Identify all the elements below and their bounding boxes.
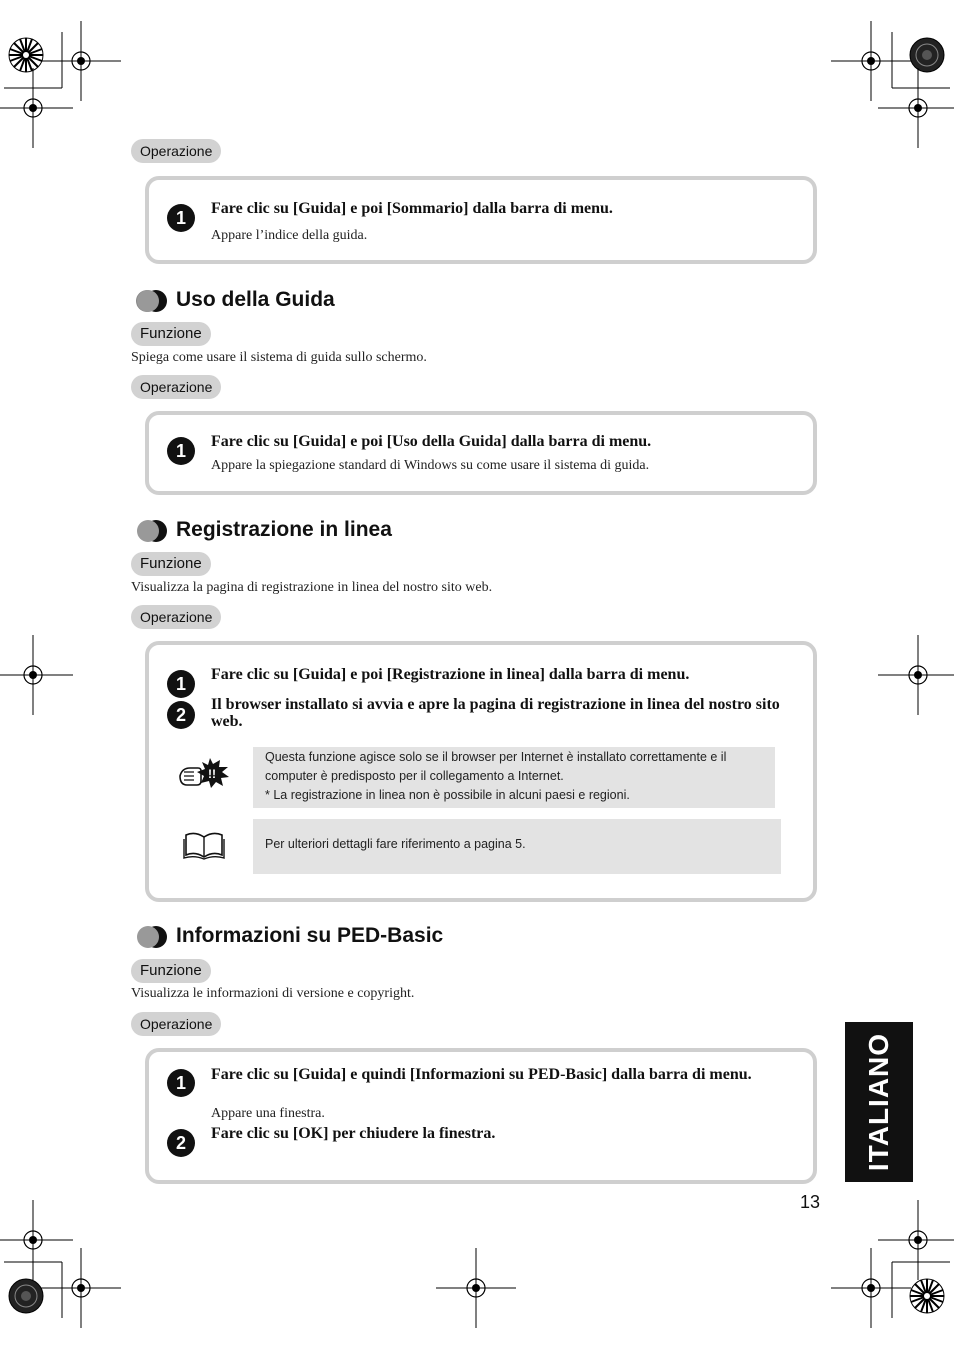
operazione-tag: Operazione	[131, 605, 221, 629]
operazione-tag: Operazione	[131, 1012, 221, 1036]
step-text: Il browser installato si avvia e apre la pagina di registrazione in linea del nostro sito web.	[211, 696, 780, 730]
section-description: Visualizza le informazioni di versione e copyright.	[131, 986, 415, 1001]
section-description: Visualizza la pagina di registrazione in linea del nostro sito web.	[131, 580, 493, 595]
section-title: Uso della Guida	[176, 288, 335, 311]
reference-text: Per ulteriori dettagli fare riferimento a pagina 5.	[265, 837, 526, 851]
step-text: Fare clic su [Guida] e poi [Uso della Guida] dalla barra di menu.	[211, 433, 652, 450]
step-number: 1	[167, 204, 195, 232]
funzione-tag: Funzione	[131, 322, 211, 346]
book-icon	[183, 829, 225, 861]
step-text: Fare clic su [Guida] e poi [Sommario] dalla barra di menu.	[211, 200, 613, 217]
operazione-tag: Operazione	[131, 375, 221, 399]
section-bullet-icon	[136, 290, 168, 312]
section-title: Registrazione in linea	[176, 518, 392, 541]
section-bullet-icon	[136, 520, 168, 542]
step-subtext: Appare una finestra.	[211, 1106, 325, 1121]
section-bullet-icon	[136, 926, 168, 948]
note-line: * La registrazione in linea non è possibile in alcuni paesi e regioni.	[265, 788, 630, 802]
step-number: 1	[167, 437, 195, 465]
step-text: Fare clic su [OK] per chiudere la finestra.	[211, 1125, 496, 1142]
operazione-tag: Operazione	[131, 139, 221, 163]
svg-text:!!: !!	[208, 767, 216, 781]
funzione-tag: Funzione	[131, 552, 211, 576]
note-line: computer è predisposto per il collegamento a Internet.	[265, 769, 564, 783]
step-number: 1	[167, 670, 195, 698]
step-subtext: Appare la spiegazione standard di Windows su come usare il sistema di guida.	[211, 458, 650, 473]
step-subtext: Appare l’indice della guida.	[211, 228, 368, 243]
note-line: Questa funzione agisce solo se il browser per Internet è installato correttamente e il	[265, 750, 727, 764]
page-number: 13	[800, 1192, 821, 1212]
step-number: 2	[167, 701, 195, 729]
warning-hand-icon	[176, 756, 232, 790]
operation-box	[145, 411, 817, 495]
step-number: 1	[167, 1069, 195, 1097]
section-description: Spiega come usare il sistema di guida sullo schermo.	[131, 350, 427, 365]
note-box	[253, 747, 775, 808]
step-text: Fare clic su [Guida] e poi [Registrazione in linea] dalla barra di menu.	[211, 666, 690, 683]
section-title: Informazioni su PED-Basic	[176, 924, 444, 947]
language-tab-label: ITALIANO	[863, 1032, 894, 1172]
step-number: 2	[167, 1129, 195, 1157]
funzione-tag: Funzione	[131, 959, 211, 983]
reference-box	[253, 819, 781, 874]
operation-box	[145, 176, 817, 264]
step-text: Fare clic su [Guida] e quindi [Informazioni su PED-Basic] dalla barra di menu.	[211, 1066, 752, 1083]
language-tab	[845, 1022, 913, 1182]
